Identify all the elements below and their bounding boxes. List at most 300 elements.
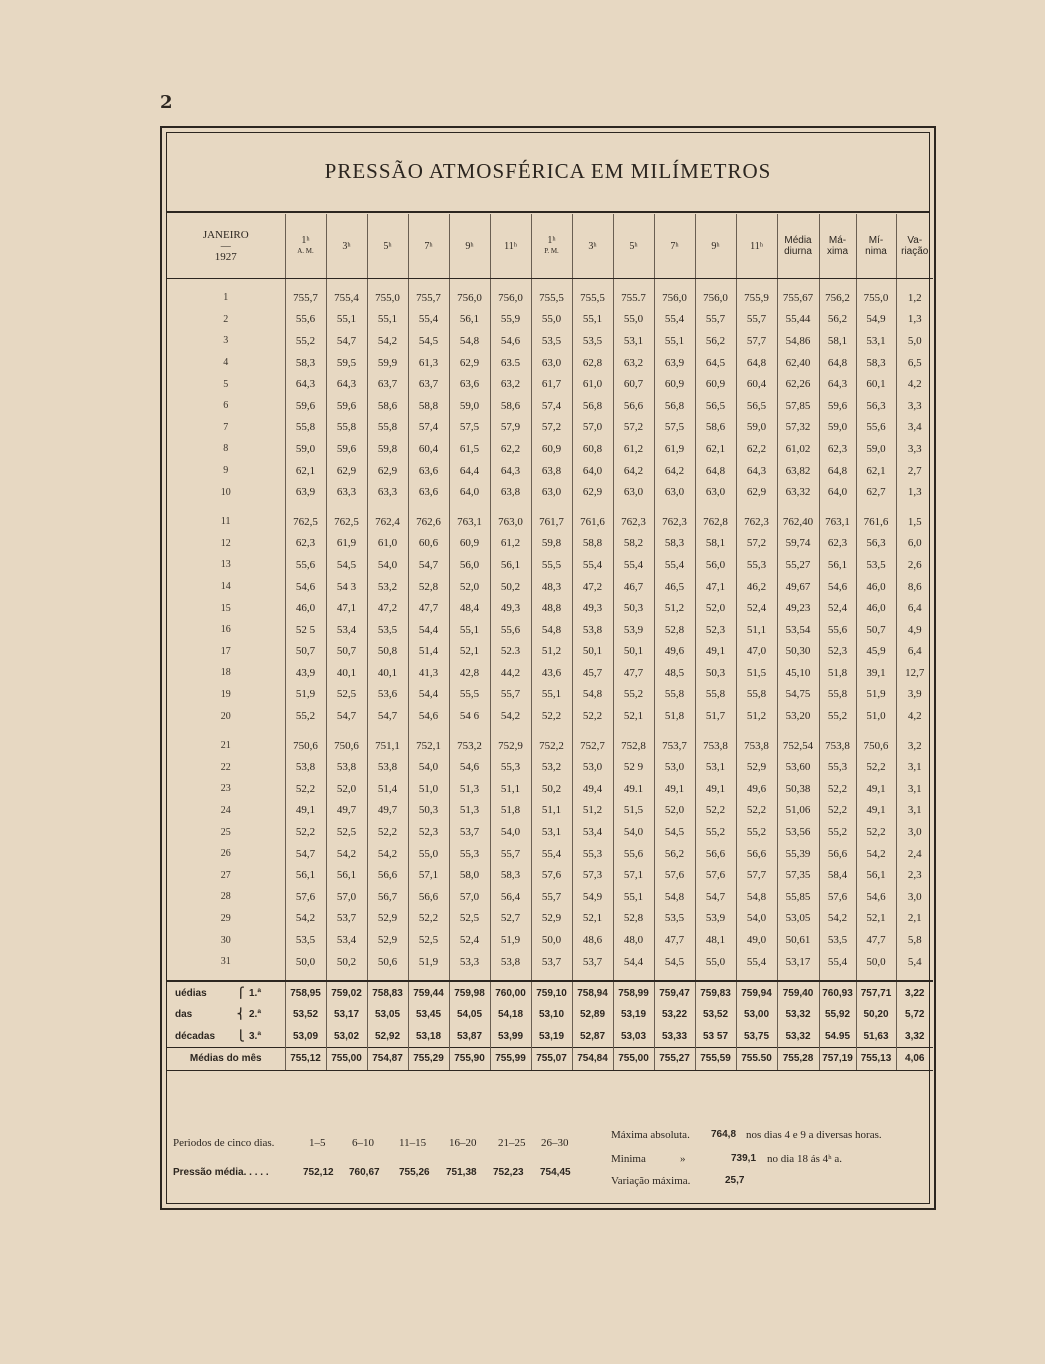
decade-mean-cell: 759,40 xyxy=(777,981,819,1004)
decade-mean-cell: 53,03 xyxy=(613,1026,654,1048)
value-cell: 763,1 xyxy=(449,511,490,533)
value-cell: 52,9 xyxy=(531,908,572,930)
value-cell: 755,7 xyxy=(285,287,326,309)
value-cell: 63,2 xyxy=(613,352,654,374)
table-row xyxy=(167,417,933,439)
day-cell: 20 xyxy=(220,710,231,722)
table-row xyxy=(167,908,933,930)
value-cell: 56,6 xyxy=(695,843,736,865)
decade-mean-cell: 758,99 xyxy=(613,981,654,1004)
value-cell: 52,4 xyxy=(819,597,856,619)
value-cell: 750,6 xyxy=(285,735,326,757)
value-cell: 58,6 xyxy=(367,395,408,417)
value-cell: 45,9 xyxy=(856,641,896,663)
value-cell: 49,1 xyxy=(654,778,695,800)
value-cell: 47,0 xyxy=(736,641,777,663)
value-cell: 52,3 xyxy=(819,641,856,663)
value-cell: 5,4 xyxy=(896,951,933,973)
value-cell: 53,8 xyxy=(490,951,531,973)
value-cell: 58,8 xyxy=(572,533,613,555)
value-cell: 55,8 xyxy=(695,684,736,706)
value-cell: 753,8 xyxy=(736,735,777,757)
value-cell: 51,9 xyxy=(856,684,896,706)
hour-header-10: 7ʰ xyxy=(654,214,695,279)
value-cell: 750,6 xyxy=(326,735,367,757)
value-cell: 50,2 xyxy=(490,576,531,598)
value-cell: 58,3 xyxy=(654,533,695,555)
monthly-mean-cell: 755,07 xyxy=(531,1048,572,1071)
value-cell: 48,5 xyxy=(654,662,695,684)
value-cell: 64,0 xyxy=(819,481,856,503)
value-cell: 3,1 xyxy=(896,800,933,822)
value-cell: 55,8 xyxy=(654,684,695,706)
table-row xyxy=(167,330,933,352)
value-cell: 52,0 xyxy=(695,597,736,619)
value-cell: 53,54 xyxy=(777,619,819,641)
value-cell: 43,9 xyxy=(285,662,326,684)
value-cell: 56,2 xyxy=(819,309,856,331)
value-cell: 55,4 xyxy=(572,554,613,576)
monthly-mean-label: Médias do mês xyxy=(167,1048,285,1071)
value-cell: 57,1 xyxy=(613,864,654,886)
value-cell: 756,2 xyxy=(819,287,856,309)
day-cell: 7 xyxy=(223,421,229,433)
value-cell: 49,1 xyxy=(695,641,736,663)
value-cell: 61,7 xyxy=(531,373,572,395)
value-cell: 54,7 xyxy=(695,886,736,908)
value-cell: 46,2 xyxy=(736,576,777,598)
value-cell: 762,3 xyxy=(654,511,695,533)
value-cell: 60,6 xyxy=(408,533,449,555)
minimum-label: Minima xyxy=(611,1153,646,1165)
decade-mean-cell: 757,71 xyxy=(856,981,896,1004)
value-cell: 2,3 xyxy=(896,864,933,886)
value-cell: 57,0 xyxy=(449,886,490,908)
table-row xyxy=(167,756,933,778)
decade-mean-cell: 759,94 xyxy=(736,981,777,1004)
value-cell: 54,7 xyxy=(285,843,326,865)
value-cell: 52 5 xyxy=(285,619,326,641)
value-cell: 54,5 xyxy=(408,330,449,352)
max-variation-label: Variação máxima. xyxy=(611,1175,691,1187)
table-row xyxy=(167,460,933,482)
decade-mean-cell: 53,17 xyxy=(326,1004,367,1026)
value-cell: 57,85 xyxy=(777,395,819,417)
value-cell: 55,4 xyxy=(408,309,449,331)
value-cell: 55,2 xyxy=(695,821,736,843)
monthly-mean-cell: 755,00 xyxy=(613,1048,654,1071)
value-cell: 54,6 xyxy=(819,576,856,598)
monthly-mean-cell: 4,06 xyxy=(896,1048,933,1071)
value-cell: 55,27 xyxy=(777,554,819,576)
value-cell: 62,2 xyxy=(736,438,777,460)
value-cell: 63,2 xyxy=(490,373,531,395)
value-cell: 54,5 xyxy=(326,554,367,576)
value-cell: 58,3 xyxy=(856,352,896,374)
decade-mean-cell: 54,05 xyxy=(449,1004,490,1026)
decade-mean-cell: 3,22 xyxy=(896,981,933,1004)
value-cell: 61,9 xyxy=(654,438,695,460)
value-cell: 63,32 xyxy=(777,481,819,503)
day-cell: 14 xyxy=(220,581,231,593)
value-cell: 48,6 xyxy=(572,929,613,951)
value-cell: 51,1 xyxy=(531,800,572,822)
period-3: 11–15 xyxy=(399,1137,427,1149)
value-cell: 54,9 xyxy=(572,886,613,908)
value-cell: 59,8 xyxy=(367,438,408,460)
monthly-mean-cell: 755,12 xyxy=(285,1048,326,1071)
value-cell: 3,1 xyxy=(896,756,933,778)
decade-mean-cell: 52,92 xyxy=(367,1026,408,1048)
value-cell: 60,1 xyxy=(856,373,896,395)
decade-mean-cell: 53,19 xyxy=(531,1026,572,1048)
value-cell: 51,2 xyxy=(572,800,613,822)
decade-mean-row xyxy=(167,981,933,1004)
decade-mean-cell: 52,87 xyxy=(572,1026,613,1048)
monthly-mean-cell: 755,90 xyxy=(449,1048,490,1071)
value-cell: 54,0 xyxy=(408,756,449,778)
value-cell: 56,6 xyxy=(367,864,408,886)
day-cell: 25 xyxy=(220,826,231,838)
hour-header-9: 5ʰ xyxy=(613,214,654,279)
value-cell: 50,2 xyxy=(531,778,572,800)
value-cell: 57,5 xyxy=(449,417,490,439)
decade-mean-cell: 758,94 xyxy=(572,981,613,1004)
value-cell: 762,3 xyxy=(613,511,654,533)
table-row xyxy=(167,886,933,908)
value-cell: 54,6 xyxy=(285,576,326,598)
value-cell: 59,5 xyxy=(326,352,367,374)
value-cell: 53,4 xyxy=(326,619,367,641)
value-cell: 63,6 xyxy=(449,373,490,395)
value-cell: 762,3 xyxy=(736,511,777,533)
value-cell: 50,30 xyxy=(777,641,819,663)
value-cell: 55,2 xyxy=(736,821,777,843)
value-cell: 756,0 xyxy=(449,287,490,309)
value-cell: 54,8 xyxy=(572,684,613,706)
value-cell: 54,7 xyxy=(408,554,449,576)
value-cell: 53,7 xyxy=(531,951,572,973)
table-row xyxy=(167,309,933,331)
value-cell: 1,5 xyxy=(896,511,933,533)
value-cell: 52,3 xyxy=(408,821,449,843)
decade-mean-row xyxy=(167,1026,933,1048)
value-cell: 43,6 xyxy=(531,662,572,684)
hour-header-7: 1ʰ P. M. xyxy=(531,214,572,279)
value-cell: 752,54 xyxy=(777,735,819,757)
value-cell: 54,5 xyxy=(654,821,695,843)
value-cell: 51,9 xyxy=(490,929,531,951)
value-cell: 50,7 xyxy=(856,619,896,641)
value-cell: 50,38 xyxy=(777,778,819,800)
value-cell: 54,9 xyxy=(856,309,896,331)
value-cell: 4,2 xyxy=(896,705,933,727)
value-cell: 51,0 xyxy=(408,778,449,800)
value-cell: 52,4 xyxy=(736,597,777,619)
decade-mean-cell: 3,32 xyxy=(896,1026,933,1048)
value-cell: 62,1 xyxy=(695,438,736,460)
decade-label: décadas ⎩ 3.ª xyxy=(175,1030,262,1042)
value-cell: 756,0 xyxy=(490,287,531,309)
value-cell: 59,6 xyxy=(819,395,856,417)
value-cell: 64,2 xyxy=(654,460,695,482)
value-cell: 55,4 xyxy=(613,554,654,576)
value-cell: 57,6 xyxy=(654,864,695,886)
day-cell: 2 xyxy=(223,313,229,325)
monthly-mean-cell: 755,59 xyxy=(695,1048,736,1071)
table-frame xyxy=(160,126,936,1210)
value-cell: 62,9 xyxy=(326,460,367,482)
value-cell: 6,4 xyxy=(896,641,933,663)
decade-mean-cell: 53,45 xyxy=(408,1004,449,1026)
decade-mean-cell: 760,93 xyxy=(819,981,856,1004)
decade-mean-cell: 53,18 xyxy=(408,1026,449,1048)
value-cell: 55,4 xyxy=(736,951,777,973)
value-cell: 59,0 xyxy=(285,438,326,460)
day-cell: 5 xyxy=(223,378,229,390)
value-cell: 52,5 xyxy=(408,929,449,951)
value-cell: 54,4 xyxy=(408,619,449,641)
value-cell: 753,8 xyxy=(819,735,856,757)
decade-mean-cell: 54.95 xyxy=(819,1026,856,1048)
value-cell: 55,5 xyxy=(449,684,490,706)
value-cell: 63,0 xyxy=(531,481,572,503)
value-cell: 59,0 xyxy=(736,417,777,439)
value-cell: 49,0 xyxy=(736,929,777,951)
value-cell: 53,5 xyxy=(531,330,572,352)
value-cell: 55,4 xyxy=(654,554,695,576)
value-cell: 55,3 xyxy=(449,843,490,865)
value-cell: 59,6 xyxy=(326,395,367,417)
table-row xyxy=(167,684,933,706)
table-body xyxy=(167,279,933,1071)
value-cell: 58,3 xyxy=(285,352,326,374)
value-cell: 8,6 xyxy=(896,576,933,598)
value-cell: 755,0 xyxy=(367,287,408,309)
value-cell: 54,2 xyxy=(285,908,326,930)
value-cell: 47,7 xyxy=(408,597,449,619)
monthly-mean-cell: 755,00 xyxy=(326,1048,367,1071)
value-cell: 53,1 xyxy=(531,821,572,843)
value-cell: 55,6 xyxy=(613,843,654,865)
value-cell: 51,8 xyxy=(654,705,695,727)
value-cell: 6,0 xyxy=(896,533,933,555)
value-cell: 61,9 xyxy=(326,533,367,555)
value-cell: 55,39 xyxy=(777,843,819,865)
value-cell: 56,1 xyxy=(326,864,367,886)
value-cell: 53,1 xyxy=(856,330,896,352)
hour-header-6: 11ʰ xyxy=(490,214,531,279)
value-cell: 53,8 xyxy=(285,756,326,778)
value-cell: 52,9 xyxy=(367,908,408,930)
decade-mean-cell: 53,33 xyxy=(654,1026,695,1048)
decade-mean-cell: 55,92 xyxy=(819,1004,856,1026)
value-cell: 54,6 xyxy=(856,886,896,908)
value-cell: 5,8 xyxy=(896,929,933,951)
value-cell: 52,9 xyxy=(367,929,408,951)
value-cell: 763,0 xyxy=(490,511,531,533)
value-cell: 57,6 xyxy=(285,886,326,908)
value-cell: 56,8 xyxy=(654,395,695,417)
value-cell: 54,8 xyxy=(449,330,490,352)
value-cell: 762,8 xyxy=(695,511,736,533)
value-cell: 762,5 xyxy=(285,511,326,533)
value-cell: 12,7 xyxy=(896,662,933,684)
hour-header-11: 9ʰ xyxy=(695,214,736,279)
value-cell: 52,5 xyxy=(326,821,367,843)
decade-mean-cell: 53,02 xyxy=(326,1026,367,1048)
value-cell: 58,8 xyxy=(408,395,449,417)
value-cell: 761,6 xyxy=(856,511,896,533)
value-cell: 761,7 xyxy=(531,511,572,533)
value-cell: 51,9 xyxy=(285,684,326,706)
value-cell: 51,3 xyxy=(449,778,490,800)
value-cell: 53,1 xyxy=(695,756,736,778)
value-cell: 55,4 xyxy=(531,843,572,865)
value-cell: 752,9 xyxy=(490,735,531,757)
value-cell: 3,9 xyxy=(896,684,933,706)
value-cell: 52,1 xyxy=(613,705,654,727)
value-cell: 55,0 xyxy=(613,309,654,331)
value-cell: 63,6 xyxy=(408,460,449,482)
value-cell: 52,9 xyxy=(736,756,777,778)
value-cell: 55,6 xyxy=(490,619,531,641)
value-cell: 62,1 xyxy=(856,460,896,482)
value-cell: 50,2 xyxy=(326,951,367,973)
day-cell: 24 xyxy=(220,804,231,816)
value-cell: 54,5 xyxy=(654,951,695,973)
day-cell: 18 xyxy=(220,667,231,679)
monthly-mean-cell: 755,28 xyxy=(777,1048,819,1071)
day-cell: 15 xyxy=(220,602,231,614)
value-cell: 54,6 xyxy=(490,330,531,352)
table-row xyxy=(167,929,933,951)
value-cell: 62,9 xyxy=(449,352,490,374)
value-cell: 52,2 xyxy=(819,778,856,800)
value-cell: 58,1 xyxy=(695,533,736,555)
table-row xyxy=(167,597,933,619)
value-cell: 47,1 xyxy=(695,576,736,598)
value-cell: 46,7 xyxy=(613,576,654,598)
value-cell: 52,8 xyxy=(613,908,654,930)
value-cell: 50,7 xyxy=(285,641,326,663)
value-cell: 56,6 xyxy=(408,886,449,908)
value-cell: 756,0 xyxy=(695,287,736,309)
value-cell: 57,9 xyxy=(490,417,531,439)
value-cell: 49,7 xyxy=(367,800,408,822)
day-cell: 28 xyxy=(220,891,231,903)
value-cell: 39,1 xyxy=(856,662,896,684)
value-cell: 60,9 xyxy=(695,373,736,395)
value-cell: 54,0 xyxy=(613,821,654,843)
value-cell: 55,7 xyxy=(736,309,777,331)
value-cell: 40,1 xyxy=(326,662,367,684)
day-cell: 4 xyxy=(223,357,229,369)
value-cell: 50,6 xyxy=(367,951,408,973)
value-cell: 53,5 xyxy=(819,929,856,951)
value-cell: 54,0 xyxy=(367,554,408,576)
decade-mean-cell: 53,09 xyxy=(285,1026,326,1048)
value-cell: 54,2 xyxy=(490,705,531,727)
value-cell: 59,0 xyxy=(819,417,856,439)
day-cell: 23 xyxy=(220,783,231,795)
value-cell: 53,7 xyxy=(449,821,490,843)
value-cell: 63,0 xyxy=(531,352,572,374)
value-cell: 61,3 xyxy=(408,352,449,374)
value-cell: 61,0 xyxy=(367,533,408,555)
value-cell: 58,1 xyxy=(819,330,856,352)
value-cell: 56,5 xyxy=(695,395,736,417)
value-cell: 55,8 xyxy=(326,417,367,439)
value-cell: 52,2 xyxy=(367,821,408,843)
value-cell: 49,6 xyxy=(654,641,695,663)
table-row xyxy=(167,373,933,395)
value-cell: 3,0 xyxy=(896,886,933,908)
decade-spacer xyxy=(167,727,933,735)
value-cell: 55,0 xyxy=(531,309,572,331)
value-cell: 53,5 xyxy=(572,330,613,352)
value-cell: 48,3 xyxy=(531,576,572,598)
value-cell: 63,0 xyxy=(613,481,654,503)
value-cell: 752,8 xyxy=(613,735,654,757)
table-row xyxy=(167,481,933,503)
value-cell: 55,7 xyxy=(490,843,531,865)
value-cell: 51,5 xyxy=(613,800,654,822)
value-cell: 58,6 xyxy=(695,417,736,439)
value-cell: 49,23 xyxy=(777,597,819,619)
mean-pressure-2: 760,67 xyxy=(349,1167,380,1178)
value-cell: 54,2 xyxy=(367,330,408,352)
value-cell: 54,8 xyxy=(736,886,777,908)
value-cell: 59,9 xyxy=(367,352,408,374)
value-cell: 46,5 xyxy=(654,576,695,598)
value-cell: 51,2 xyxy=(654,597,695,619)
value-cell: 55,8 xyxy=(285,417,326,439)
value-cell: 752,1 xyxy=(408,735,449,757)
value-cell: 56,2 xyxy=(695,330,736,352)
value-cell: 62,3 xyxy=(285,533,326,555)
value-cell: 63,0 xyxy=(654,481,695,503)
value-cell: 61,2 xyxy=(490,533,531,555)
value-cell: 53,8 xyxy=(367,756,408,778)
value-cell: 755,0 xyxy=(856,287,896,309)
value-cell: 59,6 xyxy=(326,438,367,460)
value-cell: 755,9 xyxy=(736,287,777,309)
value-cell: 52,2 xyxy=(819,800,856,822)
value-cell: 54,86 xyxy=(777,330,819,352)
value-cell: 50,7 xyxy=(326,641,367,663)
value-cell: 52.3 xyxy=(490,641,531,663)
day-cell: 30 xyxy=(220,934,231,946)
value-cell: 64,3 xyxy=(326,373,367,395)
value-cell: 56,3 xyxy=(856,533,896,555)
value-cell: 1,2 xyxy=(896,287,933,309)
value-cell: 4,2 xyxy=(896,373,933,395)
value-cell: 51,2 xyxy=(531,641,572,663)
table-row xyxy=(167,735,933,757)
value-cell: 63,7 xyxy=(367,373,408,395)
page-title: PRESSÃO ATMOSFÉRICA EM MILÍMETROS xyxy=(324,159,772,183)
value-cell: 52,1 xyxy=(449,641,490,663)
monthly-mean-cell: 754,84 xyxy=(572,1048,613,1071)
value-cell: 53,5 xyxy=(856,554,896,576)
decade-mean-cell: 759,47 xyxy=(654,981,695,1004)
day-cell: 6 xyxy=(223,400,229,412)
value-cell: 50,61 xyxy=(777,929,819,951)
value-cell: 2,4 xyxy=(896,843,933,865)
value-cell: 54,8 xyxy=(654,886,695,908)
value-cell: 47,2 xyxy=(572,576,613,598)
